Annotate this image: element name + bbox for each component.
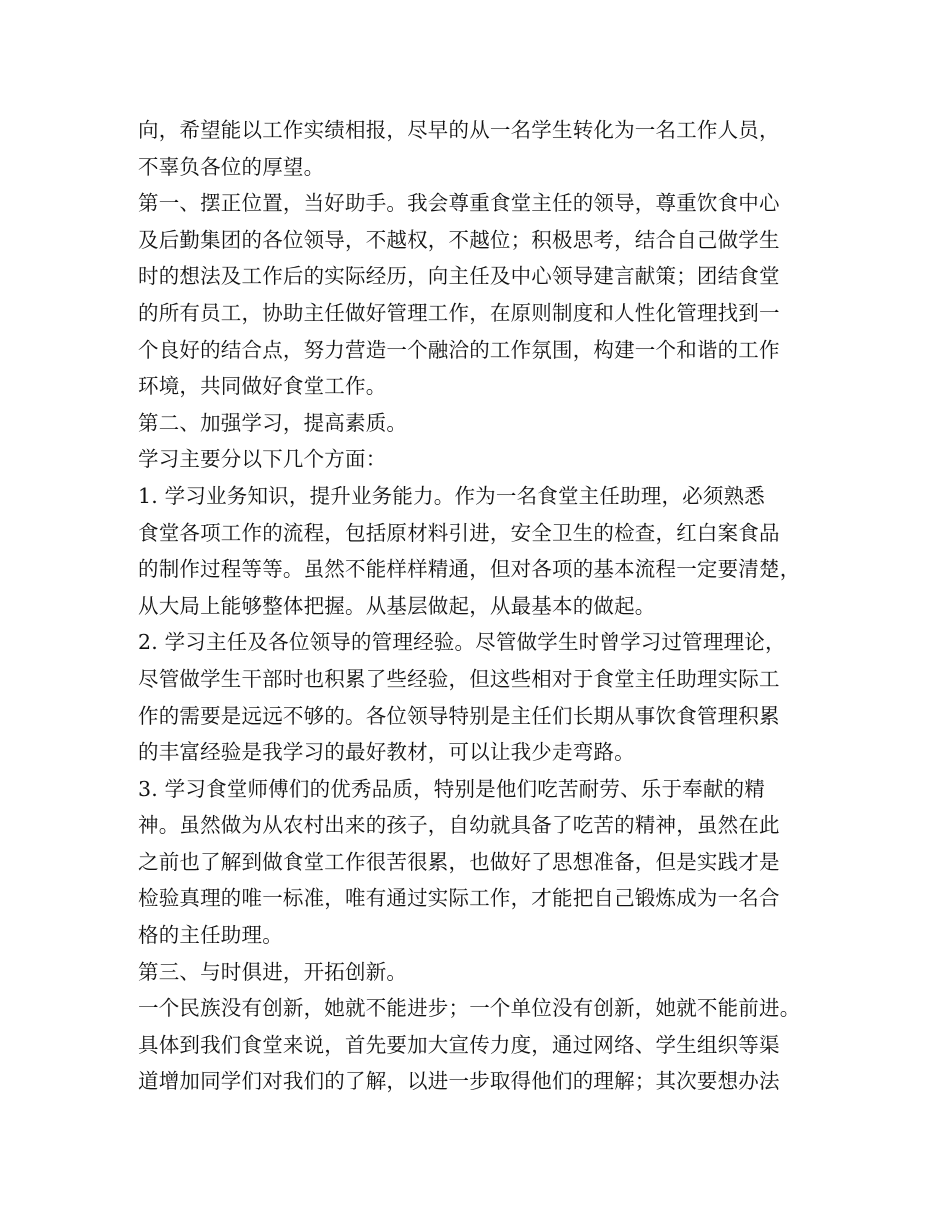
text-line: 神。虽然做为从农村出来的孩子，自幼就具备了吃苦的精神，虽然在此: [138, 813, 780, 838]
text-line: 第二、加强学习，提高素质。: [138, 410, 408, 435]
document-body: [138, 112, 838, 1100]
text-line: 格的主任助理。: [138, 923, 283, 948]
text-line: 检验真理的唯一标准，唯有通过实际工作，才能把自己锻炼成为一名合: [138, 886, 780, 911]
text-line: 2. 学习主任及各位领导的管理经验。尽管做学生时曾学习过管理理论，: [138, 630, 786, 655]
text-line: 环境，共同做好食堂工作。: [138, 374, 387, 399]
text-line: 学习主要分以下几个方面：: [138, 447, 387, 472]
text-line: 具体到我们食堂来说，首先要加大宣传力度，通过网络、学生组织等渠: [138, 1032, 780, 1057]
text-line: 及后勤集团的各位领导，不越权，不越位；积极思考，结合自己做学生: [138, 227, 780, 252]
text-line: 食堂各项工作的流程，包括原材料引进，安全卫生的检查，红白案食品: [138, 520, 780, 545]
text-line: 之前也了解到做食堂工作很苦很累，也做好了思想准备，但是实践才是: [138, 849, 780, 874]
text-line: 的制作过程等等。虽然不能样样精通，但对各项的基本流程一定要清楚，: [138, 557, 801, 582]
text-line: 个良好的结合点，努力营造一个融洽的工作氛围，构建一个和谐的工作: [138, 337, 780, 362]
text-line: 尽管做学生干部时也积累了些经验，但这些相对于食堂主任助理实际工: [138, 666, 780, 691]
text-line: 3. 学习食堂师傅们的优秀品质，特别是他们吃苦耐劳、乐于奉献的精: [138, 776, 765, 801]
text-line: 时的想法及工作后的实际经历，向主任及中心领导建言献策；团结食堂: [138, 264, 780, 289]
text-line: 向，希望能以工作实绩相报，尽早的从一名学生转化为一名工作人员，: [138, 118, 780, 142]
text-line: 1. 学习业务知识，提升业务能力。作为一名食堂主任助理，必须熟悉: [138, 483, 765, 508]
text-line: 的丰富经验是我学习的最好教材，可以让我少走弯路。: [138, 740, 635, 765]
text-line: 的所有员工，协助主任做好管理工作，在原则制度和人性化管理找到一: [138, 300, 780, 325]
text-line: 不辜负各位的厚望。: [138, 154, 325, 179]
text-line: 道增加同学们对我们的了解，以进一步取得他们的理解；其次要想办法: [138, 1069, 780, 1094]
text-line: 第三、与时俱进，开拓创新。: [138, 959, 408, 984]
text-line: 作的需要是远远不够的。各位领导特别是主任们长期从事饮食管理积累: [138, 703, 780, 728]
text-line: 一个民族没有创新，她就不能进步；一个单位没有创新，她就不能前进。: [138, 996, 801, 1021]
text-line: 从大局上能够整体把握。从基层做起，从最基本的做起。: [138, 593, 656, 618]
text-line: 第一、摆正位置，当好助手。我会尊重食堂主任的领导，尊重饮食中心: [138, 191, 780, 216]
